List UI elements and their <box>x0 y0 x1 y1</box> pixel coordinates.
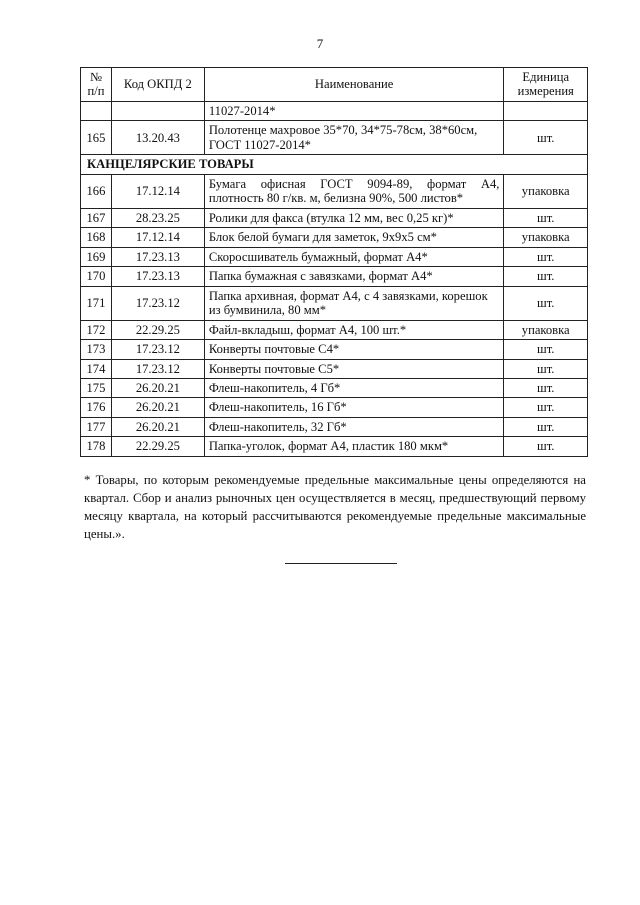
cell-num: 167 <box>81 208 112 227</box>
header-code: Код ОКПД 2 <box>111 68 204 102</box>
cell-code: 17.12.14 <box>111 228 204 247</box>
cell-unit: шт. <box>504 417 588 436</box>
cell-num: 171 <box>81 286 112 320</box>
cell-code: 22.29.25 <box>111 320 204 339</box>
cell-code: 17.12.14 <box>111 174 204 208</box>
table-row <box>81 378 588 397</box>
cell-code <box>111 101 204 120</box>
table-row <box>81 174 588 208</box>
table-row <box>81 286 588 320</box>
cell-num: 166 <box>81 174 112 208</box>
cell-unit: шт. <box>504 437 588 456</box>
cell-name: Флеш-накопитель, 32 Гб* <box>204 417 504 436</box>
cell-name: Конверты почтовые С4* <box>204 340 504 359</box>
cell-num: 165 <box>81 121 112 155</box>
section-title: КАНЦЕЛЯРСКИЕ ТОВАРЫ <box>81 155 588 174</box>
table-header-row <box>81 68 588 102</box>
cell-code: 17.23.12 <box>111 340 204 359</box>
page-number: 7 <box>316 36 324 51</box>
table-row <box>81 437 588 456</box>
cell-num: 178 <box>81 437 112 456</box>
cell-unit: шт. <box>504 208 588 227</box>
cell-name: Конверты почтовые С5* <box>204 359 504 378</box>
cell-code: 17.23.12 <box>111 359 204 378</box>
table-row <box>81 340 588 359</box>
cell-name: Скоросшиватель бумажный, формат А4* <box>204 247 504 266</box>
cell-name: Папка бумажная с завязками, формат А4* <box>204 267 504 286</box>
cell-num: 172 <box>81 320 112 339</box>
cell-name: Блок белой бумаги для заметок, 9х9х5 см* <box>204 228 504 247</box>
header-name: Наименование <box>204 68 504 102</box>
cell-num: 170 <box>81 267 112 286</box>
cell-code: 22.29.25 <box>111 437 204 456</box>
cell-name: Флеш-накопитель, 16 Гб* <box>204 398 504 417</box>
table-row <box>81 417 588 436</box>
cell-code: 26.20.21 <box>111 417 204 436</box>
cell-name: Файл-вкладыш, формат А4, 100 шт.* <box>204 320 504 339</box>
cell-unit: шт. <box>504 378 588 397</box>
cell-num: 177 <box>81 417 112 436</box>
cell-unit: шт. <box>504 121 588 155</box>
cell-code: 17.23.12 <box>111 286 204 320</box>
signature-line <box>285 563 397 564</box>
cell-unit: шт. <box>504 340 588 359</box>
cell-name: Полотенце махровое 35*70, 34*75-78см, 38*60см, ГОСТ 11027-2014* <box>204 121 504 155</box>
table-row <box>81 121 588 155</box>
cell-num: 176 <box>81 398 112 417</box>
table-row <box>81 267 588 286</box>
cell-unit: шт. <box>504 247 588 266</box>
goods-table <box>80 67 588 457</box>
table-row <box>81 398 588 417</box>
item-rows <box>81 174 588 456</box>
table-row-continuation <box>81 101 588 120</box>
cell-code: 26.20.21 <box>111 398 204 417</box>
cell-num: 175 <box>81 378 112 397</box>
cell-num <box>81 101 112 120</box>
cell-name: 11027-2014* <box>204 101 504 120</box>
cell-unit: упаковка <box>504 228 588 247</box>
cell-unit: шт. <box>504 359 588 378</box>
section-row <box>81 155 588 174</box>
table-row <box>81 320 588 339</box>
table-row <box>81 359 588 378</box>
cell-num: 174 <box>81 359 112 378</box>
cell-name: Ролики для факса (втулка 12 мм, вес 0,25 кг)* <box>204 208 504 227</box>
table-row <box>81 208 588 227</box>
cell-num: 169 <box>81 247 112 266</box>
cell-name: Бумага офисная ГОСТ 9094-89, формат А4, плотность 80 г/кв. м, белизна 90%, 500 листов* <box>204 174 504 208</box>
cell-unit: шт. <box>504 286 588 320</box>
cell-name: Флеш-накопитель, 4 Гб* <box>204 378 504 397</box>
cell-unit: шт. <box>504 267 588 286</box>
cell-name: Папка-уголок, формат А4, пластик 180 мкм* <box>204 437 504 456</box>
cell-unit: шт. <box>504 398 588 417</box>
table-row <box>81 247 588 266</box>
footnote: * Товары, по которым рекомендуемые предельные максимальные цены определяются на квартал. Сбор и анализ рыночных цен осуществляется в месяц, предшествующий первому месяцу квартала, на который рассчитываются рекомендуемые предельные максимальные цены.». <box>84 473 586 542</box>
cell-name: Папка архивная, формат А4, с 4 завязками, корешок из бумвинила, 80 мм* <box>204 286 504 320</box>
cell-code: 17.23.13 <box>111 267 204 286</box>
header-num: № п/п <box>81 68 112 102</box>
cell-unit <box>504 101 588 120</box>
table-row <box>81 228 588 247</box>
header-unit: Единица измерения <box>504 68 588 102</box>
cell-num: 173 <box>81 340 112 359</box>
cell-code: 28.23.25 <box>111 208 204 227</box>
cell-num: 168 <box>81 228 112 247</box>
cell-code: 17.23.13 <box>111 247 204 266</box>
cell-unit: упаковка <box>504 174 588 208</box>
cell-code: 26.20.21 <box>111 378 204 397</box>
cell-code: 13.20.43 <box>111 121 204 155</box>
cell-unit: упаковка <box>504 320 588 339</box>
